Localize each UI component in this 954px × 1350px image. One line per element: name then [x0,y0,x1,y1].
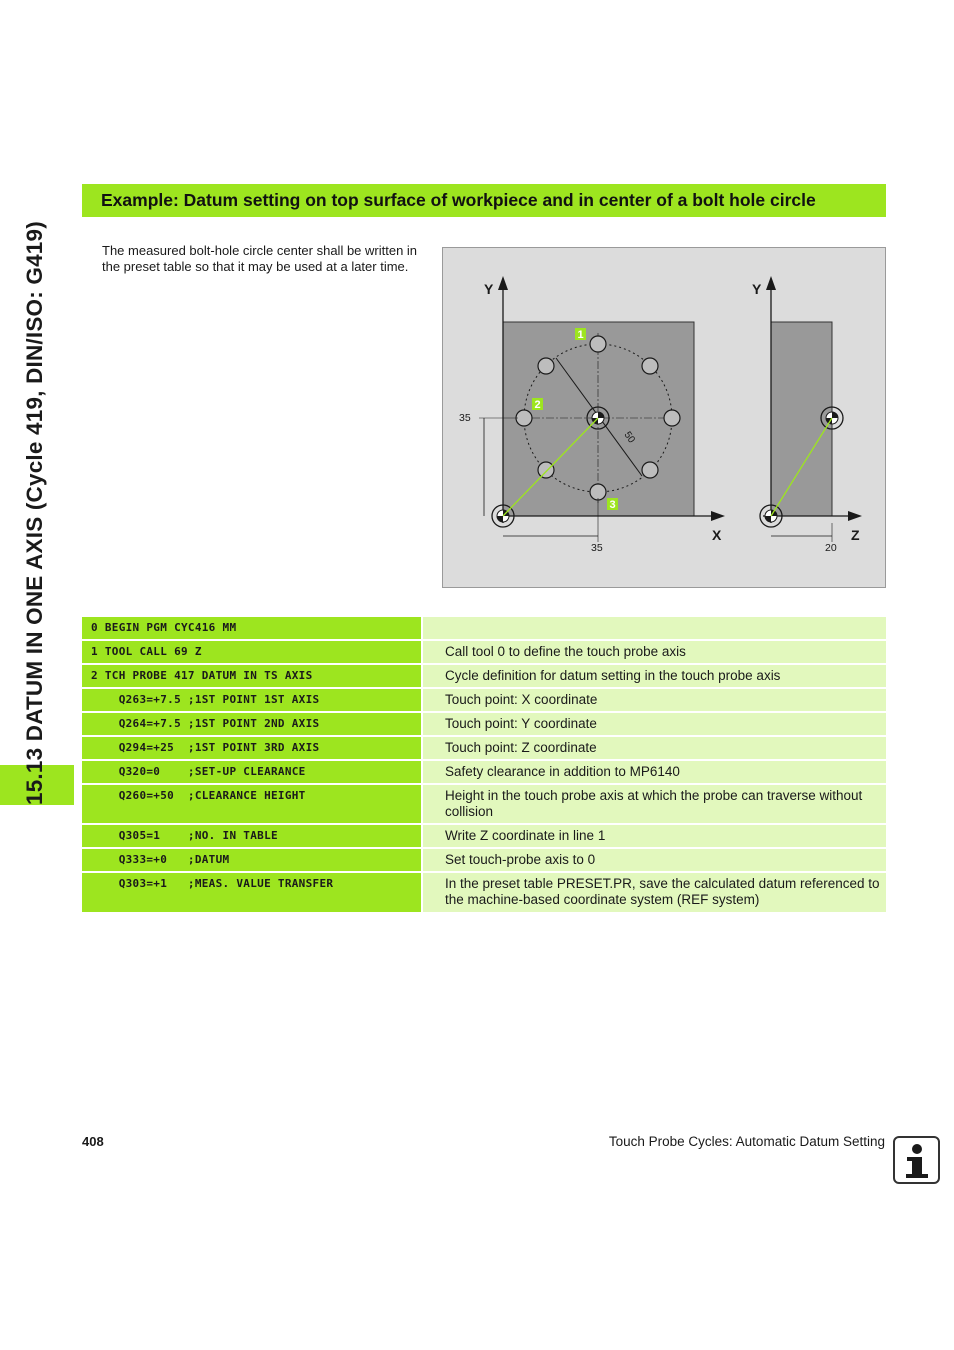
program-description [423,617,886,639]
program-row [82,713,886,735]
program-row [82,849,886,871]
program-description: Call tool 0 to define the touch probe axis [423,641,886,663]
program-code: Q263=+7.5 ;1ST POINT 1ST AXIS [82,689,421,711]
y-axis-label-left: Y [484,281,494,297]
program-code: Q333=+0 ;DATUM [82,849,421,871]
dim-label-y: 35 [459,412,471,424]
svg-text:1: 1 [577,329,584,341]
program-code: 1 TOOL CALL 69 Z [82,641,421,663]
program-code: Q303=+1 ;MEAS. VALUE TRANSFER [82,873,421,912]
program-code: Q260=+50 ;CLEARANCE HEIGHT [82,785,421,823]
bolt-hole-figure [442,247,886,588]
program-row [82,761,886,783]
svg-text:2: 2 [534,399,541,411]
program-description: Touch point: X coordinate [423,689,886,711]
program-description: Height in the touch probe axis at which the probe can traverse without collision [423,785,886,823]
program-description: Touch point: Z coordinate [423,737,886,759]
marker-3 [607,498,618,511]
program-description: Touch point: Y coordinate [423,713,886,735]
program-row [82,873,886,912]
program-description: In the preset table PRESET.PR, save the calculated datum referenced to the machine-based coordinate system (REF system) [423,873,886,912]
program-code: 2 TCH PROBE 417 DATUM IN TS AXIS [82,665,421,687]
footer-chapter-title: Touch Probe Cycles: Automatic Datum Setting [608,1134,885,1149]
program-code: 0 BEGIN PGM CYC416 MM [82,617,421,639]
program-code: Q305=1 ;NO. IN TABLE [82,825,421,847]
program-row [82,617,886,639]
page-number: 408 [82,1134,104,1149]
program-row [82,825,886,847]
example-heading-bar [82,184,886,217]
dim-label-x: 35 [591,542,603,554]
program-row [82,665,886,687]
nc-program-table [82,617,886,914]
svg-text:3: 3 [609,499,616,511]
example-heading: Example: Datum setting on top surface of workpiece and in center of a bolt hole circle [101,190,816,210]
y-axis-label-right: Y [752,281,762,297]
program-row [82,737,886,759]
x-axis-label-left: X [712,527,722,543]
dim-label-z: 20 [825,542,837,554]
figure-drawing [443,248,885,587]
program-code: Q320=0 ;SET-UP CLEARANCE [82,761,421,783]
workpiece-side-view [771,322,832,516]
program-description: Cycle definition for datum setting in the touch probe axis [423,665,886,687]
marker-2 [532,398,543,411]
program-row [82,689,886,711]
intro-text: The measured bolt-hole circle center shall be written in the preset table so that it may be used at a later time. [102,243,418,274]
program-row [82,785,886,823]
program-code: Q294=+25 ;1ST POINT 3RD AXIS [82,737,421,759]
program-description: Safety clearance in addition to MP6140 [423,761,886,783]
marker-1 [575,328,586,341]
program-description: Write Z coordinate in line 1 [423,825,886,847]
z-axis-label-right: Z [851,527,860,543]
program-code: Q264=+7.5 ;1ST POINT 2ND AXIS [82,713,421,735]
chapter-title-text: 15.13 DATUM IN ONE AXIS (Cycle 419, DIN/ISO: G419) [22,221,47,805]
program-description: Set touch-probe axis to 0 [423,849,886,871]
program-row [82,641,886,663]
diameter-label: 50 [621,429,637,446]
info-icon [893,1136,940,1184]
